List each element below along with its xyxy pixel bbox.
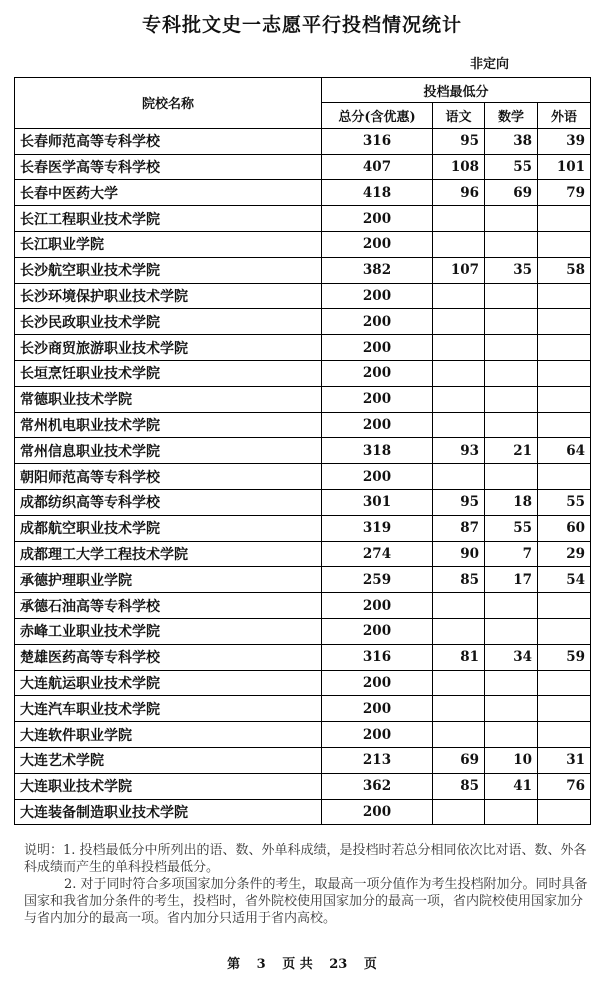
total-score-cell: 213	[322, 747, 433, 773]
school-name-cell: 长垣烹饪职业技术学院	[15, 360, 322, 386]
math-score-cell	[485, 464, 538, 490]
total-score-cell: 418	[322, 180, 433, 206]
school-name-cell: 大连航运职业技术学院	[15, 670, 322, 696]
total-score-cell: 407	[322, 154, 433, 180]
header-total: 总分(含优惠)	[322, 103, 433, 129]
foreign-score-cell: 39	[538, 128, 591, 154]
table-row	[15, 386, 591, 412]
table-row	[15, 257, 591, 283]
total-score-cell: 382	[322, 257, 433, 283]
header-school: 院校名称	[15, 78, 322, 129]
chinese-score-cell: 85	[433, 567, 485, 593]
school-name-cell: 成都航空职业技术学院	[15, 515, 322, 541]
math-score-cell	[485, 309, 538, 335]
total-score-cell: 316	[322, 128, 433, 154]
table-row	[15, 644, 591, 670]
foreign-score-cell	[538, 231, 591, 257]
footer-current-page: 3	[256, 957, 266, 972]
chinese-score-cell	[433, 696, 485, 722]
table-row	[15, 489, 591, 515]
school-name-cell: 赤峰工业职业技术学院	[15, 618, 322, 644]
foreign-score-cell: 54	[538, 567, 591, 593]
page-title: 专科批文史一志愿平行投档情况统计	[141, 14, 462, 36]
chinese-score-cell	[433, 670, 485, 696]
foreign-score-cell	[538, 670, 591, 696]
math-score-cell: 69	[485, 180, 538, 206]
math-score-cell: 38	[485, 128, 538, 154]
foreign-score-cell: 76	[538, 773, 591, 799]
total-score-cell: 259	[322, 567, 433, 593]
chinese-score-cell	[433, 206, 485, 232]
school-name-cell: 长沙民政职业技术学院	[15, 309, 322, 335]
school-name-cell: 长江工程职业技术学院	[15, 206, 322, 232]
total-score-cell: 200	[322, 799, 433, 825]
chinese-score-cell	[433, 618, 485, 644]
math-score-cell	[485, 231, 538, 257]
total-score-cell: 200	[322, 283, 433, 309]
table-row	[15, 670, 591, 696]
foreign-score-cell: 29	[538, 541, 591, 567]
total-score-cell: 200	[322, 335, 433, 361]
chinese-score-cell: 87	[433, 515, 485, 541]
math-score-cell: 34	[485, 644, 538, 670]
total-score-cell: 200	[322, 618, 433, 644]
total-score-cell: 200	[322, 231, 433, 257]
school-name-cell: 大连艺术学院	[15, 747, 322, 773]
foreign-score-cell	[538, 696, 591, 722]
math-score-cell: 55	[485, 515, 538, 541]
chinese-score-cell	[433, 412, 485, 438]
table-row	[15, 515, 591, 541]
table-row	[15, 799, 591, 825]
chinese-score-cell	[433, 283, 485, 309]
foreign-score-cell: 101	[538, 154, 591, 180]
math-score-cell	[485, 722, 538, 748]
math-score-cell	[485, 799, 538, 825]
notes	[24, 842, 594, 927]
table-row	[15, 722, 591, 748]
footer-suffix: 页	[363, 957, 377, 972]
table-row	[15, 412, 591, 438]
foreign-score-cell	[538, 799, 591, 825]
header-math: 数学	[485, 103, 538, 129]
foreign-score-cell	[538, 283, 591, 309]
total-score-cell: 200	[322, 670, 433, 696]
math-score-cell: 21	[485, 438, 538, 464]
table-row	[15, 773, 591, 799]
table-row	[15, 231, 591, 257]
math-score-cell	[485, 335, 538, 361]
foreign-score-cell: 60	[538, 515, 591, 541]
table-row	[15, 464, 591, 490]
table-row	[15, 438, 591, 464]
school-name-cell: 成都理工大学工程技术学院	[15, 541, 322, 567]
foreign-score-cell	[538, 464, 591, 490]
chinese-score-cell: 69	[433, 747, 485, 773]
school-name-cell: 长春师范高等专科学校	[15, 128, 322, 154]
total-score-cell: 200	[322, 206, 433, 232]
foreign-score-cell	[538, 335, 591, 361]
math-score-cell: 41	[485, 773, 538, 799]
school-name-cell: 长江职业学院	[15, 231, 322, 257]
foreign-score-cell	[538, 412, 591, 438]
chinese-score-cell: 81	[433, 644, 485, 670]
total-score-cell: 319	[322, 515, 433, 541]
math-score-cell	[485, 412, 538, 438]
table-row	[15, 309, 591, 335]
math-score-cell: 7	[485, 541, 538, 567]
foreign-score-cell: 31	[538, 747, 591, 773]
school-name-cell: 常德职业技术学院	[15, 386, 322, 412]
table-row	[15, 128, 591, 154]
chinese-score-cell: 95	[433, 489, 485, 515]
header-chinese: 语文	[433, 103, 485, 129]
school-name-cell: 朝阳师范高等专科学校	[15, 464, 322, 490]
header-foreign: 外语	[538, 103, 591, 129]
chinese-score-cell	[433, 386, 485, 412]
math-score-cell	[485, 696, 538, 722]
note-line-2: 2. 对于同时符合多项国家加分条件的考生，取最高一项分值作为考生投档附加分。同时具备国家和我省加分条件的考生，投档时，省外院校使用国家加分的最高一项，省内院校使用国家加分与省内加分的最高一项。省内加分只适用于省内高校。	[24, 877, 588, 926]
chinese-score-cell	[433, 360, 485, 386]
table-row	[15, 567, 591, 593]
math-score-cell	[485, 670, 538, 696]
table-row	[15, 180, 591, 206]
math-score-cell	[485, 283, 538, 309]
table-row	[15, 747, 591, 773]
chinese-score-cell	[433, 309, 485, 335]
math-score-cell: 10	[485, 747, 538, 773]
school-name-cell: 大连软件职业学院	[15, 722, 322, 748]
page-footer	[0, 953, 604, 972]
footer-mid: 页 共	[282, 957, 313, 972]
table-row	[15, 541, 591, 567]
table-row	[15, 206, 591, 232]
table-row	[15, 335, 591, 361]
total-score-cell: 301	[322, 489, 433, 515]
chinese-score-cell	[433, 231, 485, 257]
total-score-cell: 200	[322, 696, 433, 722]
total-score-cell: 200	[322, 464, 433, 490]
foreign-score-cell	[538, 386, 591, 412]
math-score-cell: 35	[485, 257, 538, 283]
total-score-cell: 200	[322, 412, 433, 438]
foreign-score-cell	[538, 360, 591, 386]
table-body	[15, 128, 591, 825]
footer-prefix: 第	[227, 957, 241, 972]
school-name-cell: 常州机电职业技术学院	[15, 412, 322, 438]
table-row	[15, 618, 591, 644]
table-row	[15, 360, 591, 386]
school-name-cell: 常州信息职业技术学院	[15, 438, 322, 464]
foreign-score-cell	[538, 206, 591, 232]
total-score-cell: 200	[322, 360, 433, 386]
school-name-cell: 长沙商贸旅游职业技术学院	[15, 335, 322, 361]
table-row	[15, 593, 591, 619]
math-score-cell: 17	[485, 567, 538, 593]
foreign-score-cell: 64	[538, 438, 591, 464]
total-score-cell: 316	[322, 644, 433, 670]
table-row	[15, 696, 591, 722]
total-score-cell: 200	[322, 309, 433, 335]
school-name-cell: 长沙航空职业技术学院	[15, 257, 322, 283]
chinese-score-cell	[433, 593, 485, 619]
total-score-cell: 318	[322, 438, 433, 464]
chinese-score-cell: 90	[433, 541, 485, 567]
chinese-score-cell: 95	[433, 128, 485, 154]
note-line-1: 说明：1. 投档最低分中所列出的语、数、外单科成绩，是投档时若总分相同依次比对语、数、外各科成绩而产生的单科投档最低分。	[24, 843, 587, 875]
foreign-score-cell: 79	[538, 180, 591, 206]
math-score-cell	[485, 618, 538, 644]
chinese-score-cell: 85	[433, 773, 485, 799]
table-row	[15, 283, 591, 309]
school-name-cell: 大连职业技术学院	[15, 773, 322, 799]
total-score-cell: 362	[322, 773, 433, 799]
math-score-cell: 55	[485, 154, 538, 180]
school-name-cell: 大连装备制造职业技术学院	[15, 799, 322, 825]
chinese-score-cell: 96	[433, 180, 485, 206]
header-min-score-group: 投档最低分	[322, 78, 591, 103]
foreign-score-cell	[538, 309, 591, 335]
math-score-cell: 18	[485, 489, 538, 515]
math-score-cell	[485, 386, 538, 412]
math-score-cell	[485, 206, 538, 232]
math-score-cell	[485, 360, 538, 386]
chinese-score-cell	[433, 799, 485, 825]
chinese-score-cell: 107	[433, 257, 485, 283]
foreign-score-cell: 58	[538, 257, 591, 283]
total-score-cell: 200	[322, 386, 433, 412]
subtitle: 非定向	[470, 57, 510, 72]
chinese-score-cell	[433, 722, 485, 748]
chinese-score-cell: 108	[433, 154, 485, 180]
score-table	[14, 77, 591, 825]
total-score-cell: 200	[322, 593, 433, 619]
school-name-cell: 楚雄医药高等专科学校	[15, 644, 322, 670]
foreign-score-cell	[538, 618, 591, 644]
school-name-cell: 长春中医药大学	[15, 180, 322, 206]
chinese-score-cell	[433, 464, 485, 490]
school-name-cell: 承德石油高等专科学校	[15, 593, 322, 619]
school-name-cell: 大连汽车职业技术学院	[15, 696, 322, 722]
total-score-cell: 200	[322, 722, 433, 748]
foreign-score-cell: 59	[538, 644, 591, 670]
school-name-cell: 长沙环境保护职业技术学院	[15, 283, 322, 309]
school-name-cell: 承德护理职业学院	[15, 567, 322, 593]
chinese-score-cell	[433, 335, 485, 361]
math-score-cell	[485, 593, 538, 619]
foreign-score-cell: 55	[538, 489, 591, 515]
foreign-score-cell	[538, 593, 591, 619]
foreign-score-cell	[538, 722, 591, 748]
total-score-cell: 274	[322, 541, 433, 567]
chinese-score-cell: 93	[433, 438, 485, 464]
school-name-cell: 成都纺织高等专科学校	[15, 489, 322, 515]
footer-total-pages: 23	[329, 957, 348, 972]
table-row	[15, 154, 591, 180]
school-name-cell: 长春医学高等专科学校	[15, 154, 322, 180]
